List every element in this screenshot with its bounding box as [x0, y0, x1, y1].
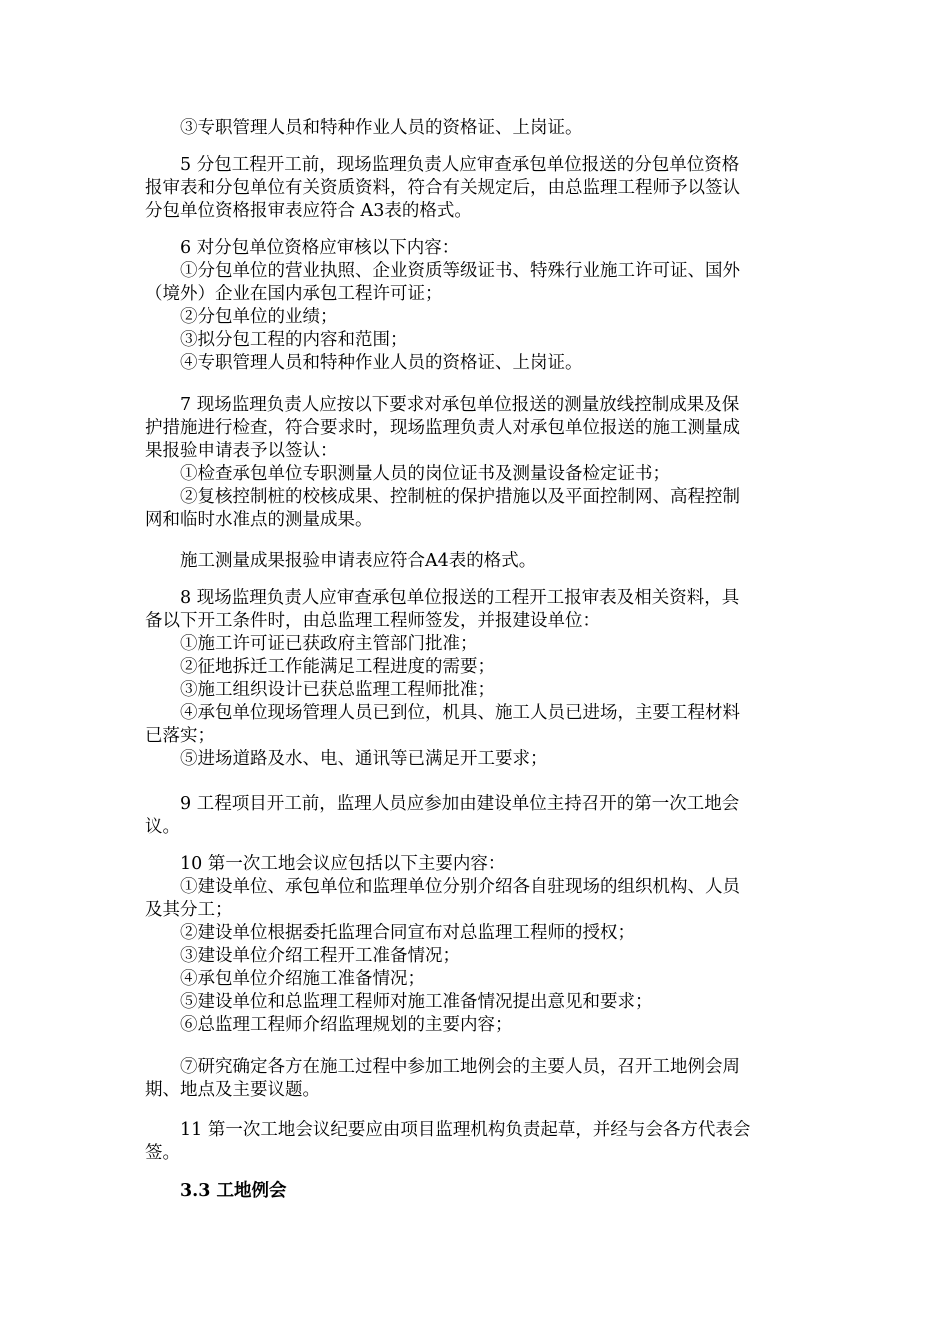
text-line: ⑥总监理工程师介绍监理规划的主要内容；: [180, 1015, 513, 1035]
paragraph-10: [145, 853, 805, 1037]
text-line: 施工测量成果报验申请表应符合A4表的格式。: [180, 551, 537, 571]
paragraph-11: [145, 1119, 805, 1165]
text-line: 及其分工；: [145, 900, 233, 920]
text-line: 期、地点及主要议题。: [145, 1080, 320, 1100]
text-line: 8 现场监理负责人应审查承包单位报送的工程开工报审表及相关资料，具: [180, 588, 740, 608]
text-line: 备以下开工条件时，由总监理工程师签发，并报建设单位：: [145, 611, 600, 631]
text-line: ②分包单位的业绩；: [180, 307, 338, 327]
text-line: ①施工许可证已获政府主管部门批准；: [180, 634, 478, 654]
paragraph-5: [145, 154, 805, 223]
text-line: 护措施进行检查，符合要求时，现场监理负责人对承包单位报送的施工测量成: [145, 418, 740, 438]
text-line: 6 对分包单位资格应审核以下内容：: [180, 238, 460, 258]
text-line: ③专职管理人员和特种作业人员的资格证、上岗证。: [180, 118, 583, 138]
text-line: ③拟分包工程的内容和范围；: [180, 330, 408, 350]
text-line: 11 第一次工地会议纪要应由项目监理机构负责起草，并经与会各方代表会: [180, 1120, 751, 1140]
text-line: ⑤进场道路及水、电、通讯等已满足开工要求；: [180, 749, 548, 769]
text-line: 签。: [145, 1143, 180, 1163]
text-line: ①检查承包单位专职测量人员的岗位证书及测量设备检定证书；: [180, 464, 670, 484]
text-line: ④承包单位现场管理人员已到位，机具、施工人员已进场，主要工程材料: [180, 703, 740, 723]
text-line: 已落实；: [145, 726, 215, 746]
section-heading: 3.3 工地例会: [180, 1181, 287, 1201]
text-line: ④承包单位介绍施工准备情况；: [180, 969, 425, 989]
text-line: 9 工程项目开工前，监理人员应参加由建设单位主持召开的第一次工地会: [180, 794, 740, 814]
text-line: ②复核控制桩的校核成果、控制桩的保护措施以及平面控制网、高程控制: [180, 487, 740, 507]
text-line: 果报验申请表予以签认：: [145, 441, 338, 461]
text-line: 网和临时水准点的测量成果。: [145, 510, 373, 530]
text-line: ⑤建设单位和总监理工程师对施工准备情况提出意见和要求；: [180, 992, 653, 1012]
paragraph-a4-format: [145, 550, 805, 573]
paragraph-9: [145, 793, 805, 839]
text-line: ③建设单位介绍工程开工准备情况；: [180, 946, 460, 966]
text-line: ③施工组织设计已获总监理工程师批准；: [180, 680, 495, 700]
text-line: 5 分包工程开工前，现场监理负责人应审查承包单位报送的分包单位资格: [180, 155, 740, 175]
text-line: ④专职管理人员和特种作业人员的资格证、上岗证。: [180, 353, 583, 373]
text-line: ①建设单位、承包单位和监理单位分别介绍各自驻现场的组织机构、人员: [180, 877, 740, 897]
paragraph-6: [145, 237, 805, 375]
paragraph-8: [145, 587, 805, 771]
text-line: 报审表和分包单位有关资质资料，符合有关规定后，由总监理工程师予以签认: [145, 178, 740, 198]
text-line: 10 第一次工地会议应包括以下主要内容：: [180, 854, 506, 874]
text-line: 分包单位资格报审表应符合 A3表的格式。: [145, 201, 472, 221]
paragraph-1: [145, 117, 805, 140]
text-line: 议。: [145, 817, 180, 837]
text-line: （境外）企业在国内承包工程许可证；: [145, 284, 443, 304]
text-line: 7 现场监理负责人应按以下要求对承包单位报送的测量放线控制成果及保: [180, 395, 740, 415]
paragraph-7: [145, 394, 805, 532]
text-line: ②建设单位根据委托监理合同宣布对总监理工程师的授权；: [180, 923, 635, 943]
text-line: ⑦研究确定各方在施工过程中参加工地例会的主要人员，召开工地例会周: [180, 1057, 740, 1077]
paragraph-item-7: [145, 1056, 805, 1102]
text-line: ②征地拆迁工作能满足工程进度的需要；: [180, 657, 495, 677]
text-line: ①分包单位的营业执照、企业资质等级证书、特殊行业施工许可证、国外: [180, 261, 740, 281]
